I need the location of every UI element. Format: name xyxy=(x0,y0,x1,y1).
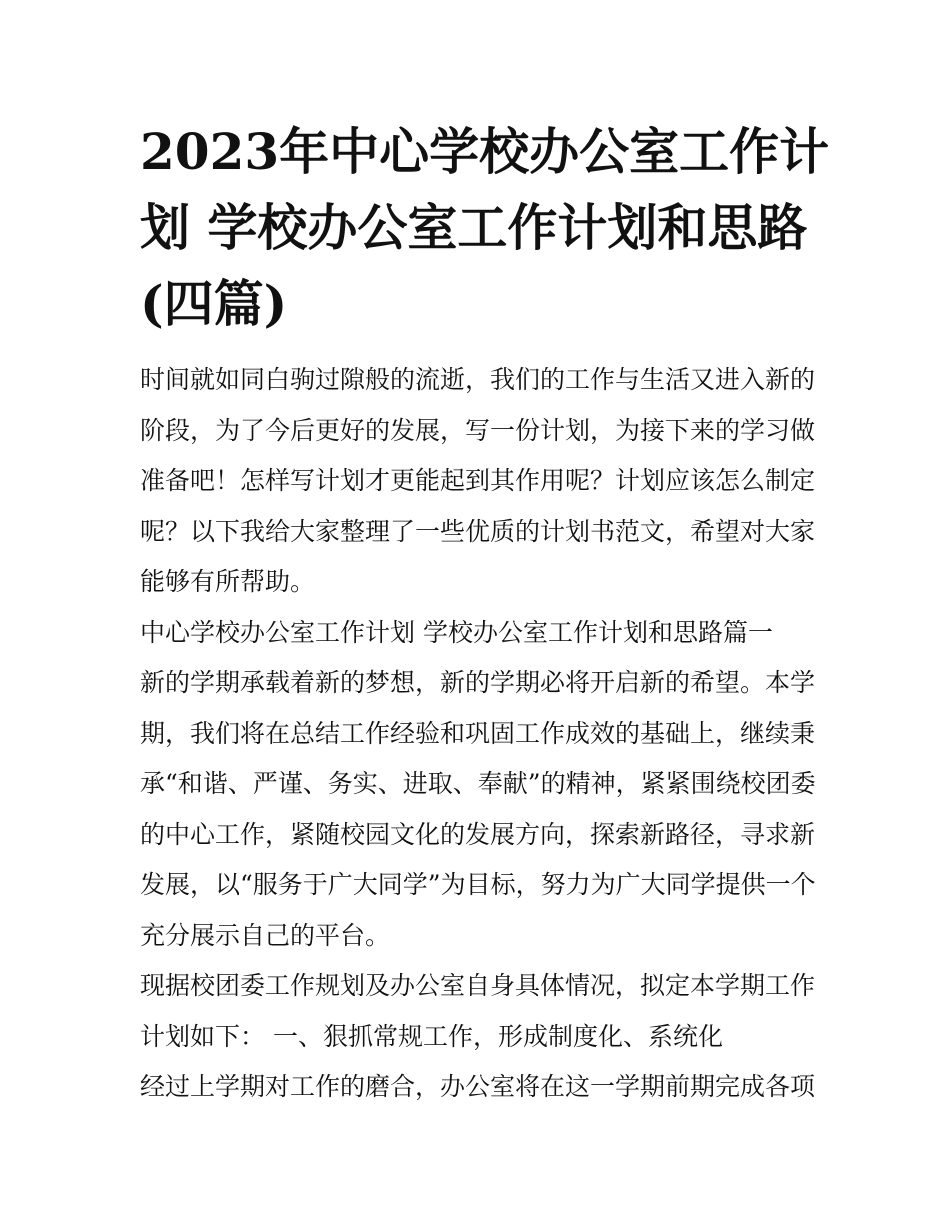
title-line: 2023年中心学校办公室工作计 xyxy=(140,122,830,181)
text-line: 充分展示自己的平台。 xyxy=(140,920,391,950)
text-line: 阶段，为了今后更好的发展，写一份计划，为接下来的学习做 xyxy=(140,415,816,445)
body-paragraph xyxy=(140,658,816,961)
text-line: 时间就如同白驹过隙般的流逝，我们的工作与生活又进入新的 xyxy=(140,365,816,394)
text-line: 发展，以“服务于广大同学”为目标，努力为广大同学提供一个 xyxy=(140,870,816,899)
section-heading xyxy=(140,608,812,659)
text-line: 能够有所帮助。 xyxy=(140,567,316,596)
text-line: 计划如下： 一、狠抓常规工作，形成制度化、系统化 xyxy=(140,1021,723,1051)
text-line: 准备吧！怎样写计划才更能起到其作用呢？计划应该怎么制定 xyxy=(140,466,816,495)
text-line: 承“和谐、严谨、务实、进取、奉献”的精神，紧紧围绕校团委 xyxy=(140,769,816,798)
document-body xyxy=(140,355,816,1113)
text-line: 期，我们将在总结工作经验和巩固工作成效的基础上，继续秉 xyxy=(140,718,816,748)
body-paragraph xyxy=(140,961,816,1062)
body-paragraph xyxy=(140,1062,816,1113)
text-line: 经过上学期对工作的磨合，办公室将在这一学期前期完成各项 xyxy=(140,1072,816,1101)
text-line: 中心学校办公室工作计划 学校办公室工作计划和思路篇一 xyxy=(140,617,773,647)
document-page xyxy=(140,0,830,1229)
document-title xyxy=(140,114,830,342)
intro-paragraph xyxy=(140,355,816,608)
text-line: 新的学期承载着新的梦想，新的学期必将开启新的希望。本学 xyxy=(140,668,816,697)
text-line: 呢？以下我给大家整理了一些优质的计划书范文，希望对大家 xyxy=(140,516,816,546)
text-line: 的中心工作，紧随校园文化的发展方向，探索新路径，寻求新 xyxy=(140,819,816,849)
title-line: 划 学校办公室工作计划和思路 xyxy=(140,198,808,257)
title-line: (四篇) xyxy=(140,274,288,333)
text-line: 现据校团委工作规划及办公室自身具体情况，拟定本学期工作 xyxy=(140,971,816,1000)
